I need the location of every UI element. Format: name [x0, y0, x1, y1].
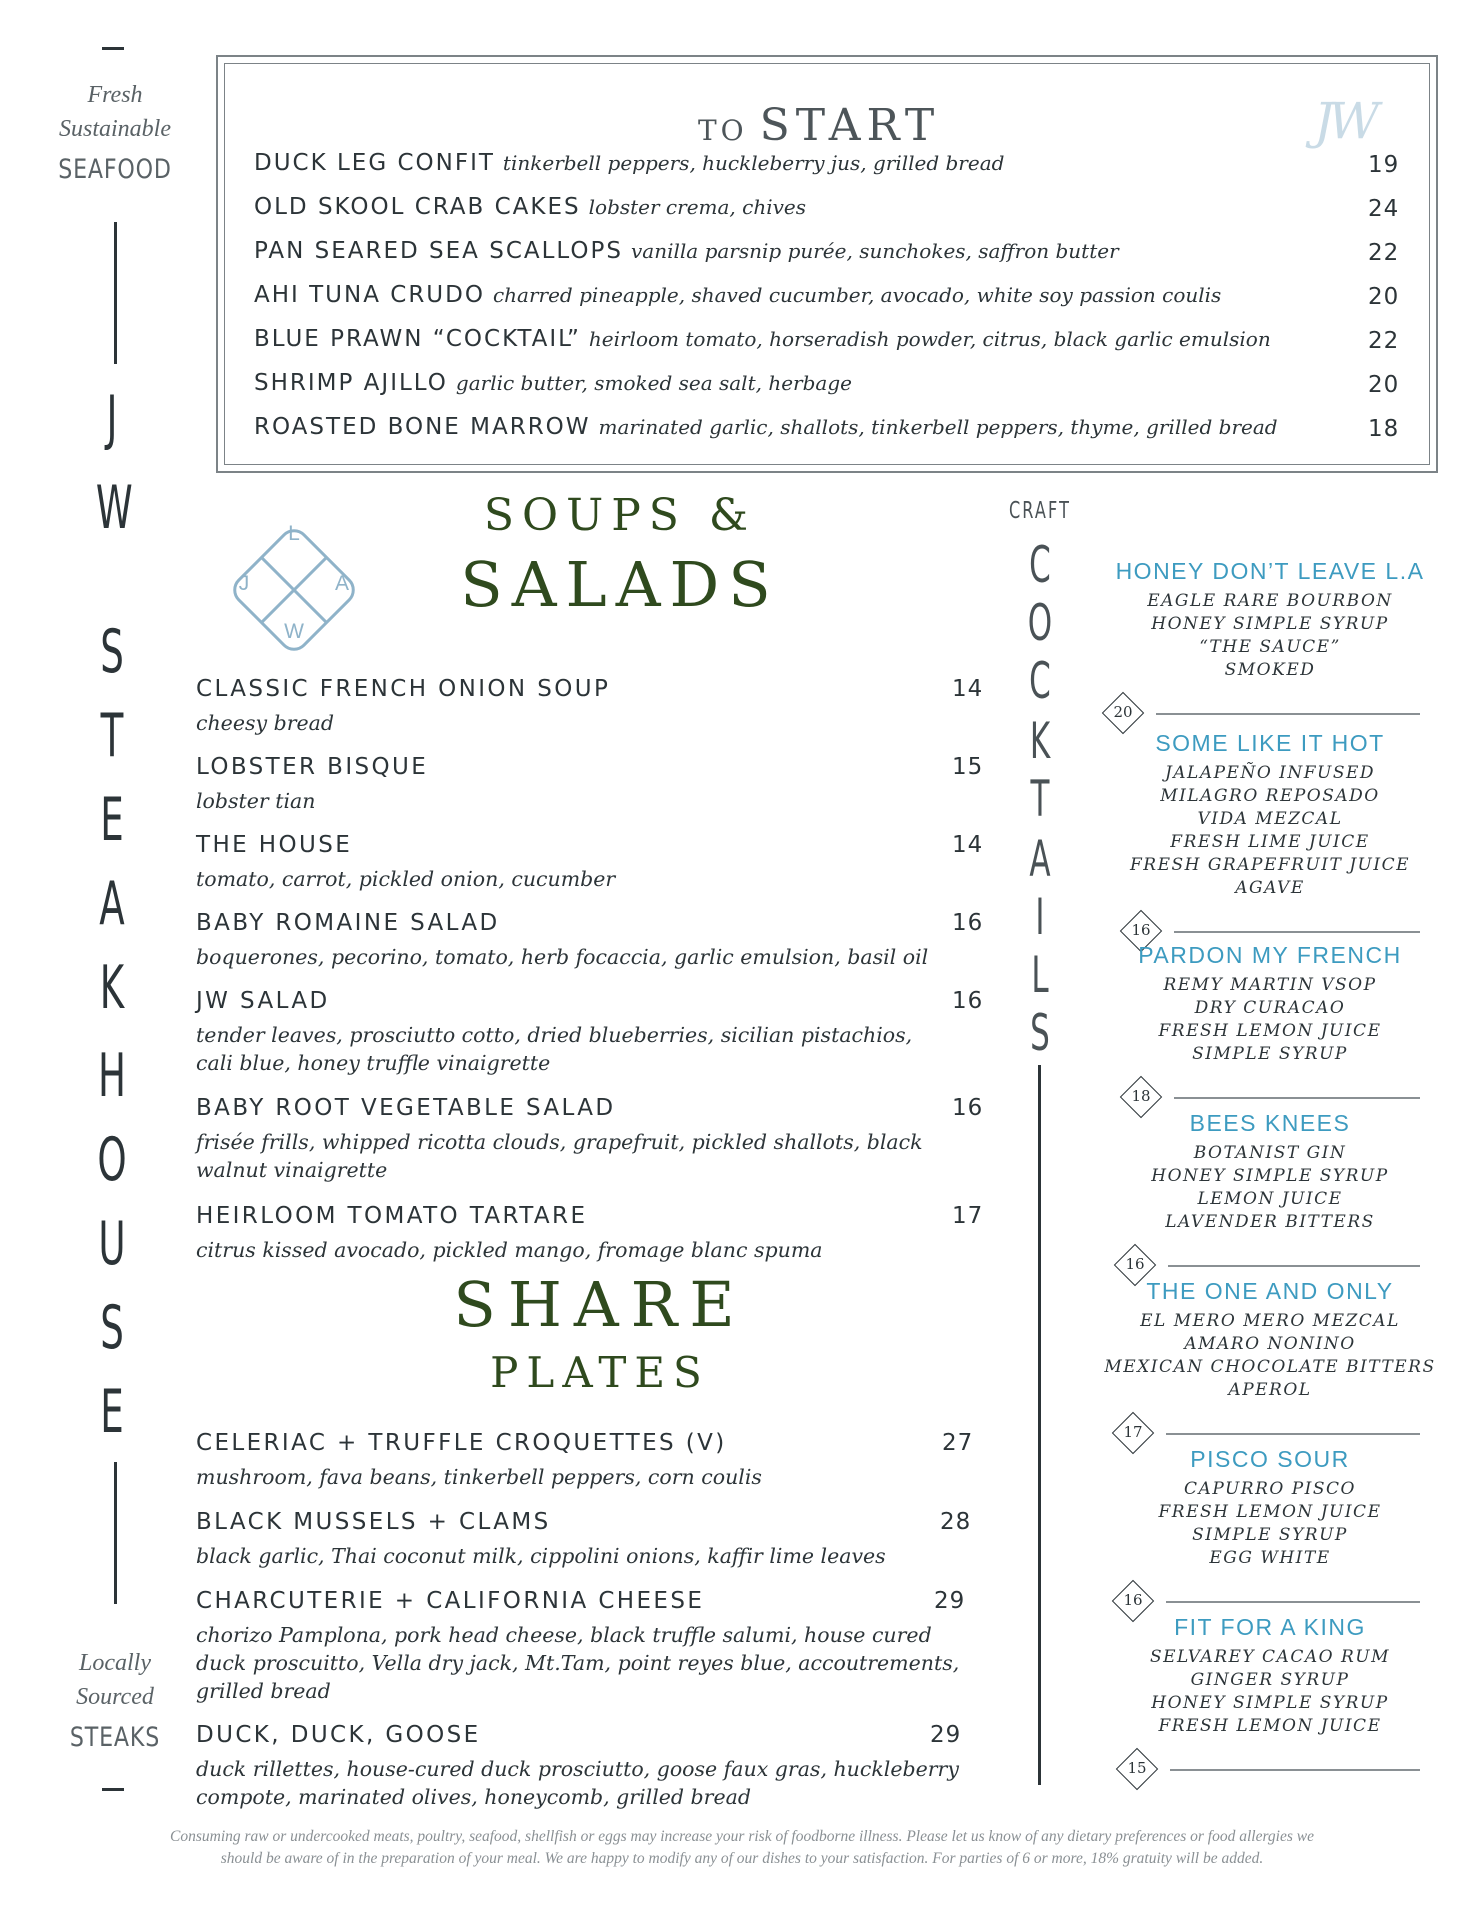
rail-letter: E — [100, 1377, 124, 1447]
rail-seafood-text: SEAFOOD — [58, 154, 172, 185]
cocktail-rule — [1174, 1097, 1420, 1099]
start-item-name: SHRIMP AJILLO — [254, 370, 448, 396]
jw-monogram-logo: JW — [1314, 92, 1374, 150]
start-item-desc: heirloom tomato, horseradish powder, citrus, black garlic emulsion — [588, 327, 1271, 351]
cocktail-ingredient: APEROL — [1228, 1380, 1312, 1400]
rail-letter: S — [100, 1293, 124, 1363]
cocktail-ingredient: DRY CURACAO — [1194, 998, 1346, 1018]
soup-item-desc: citrus kissed avocado, pickled mango, fromage blanc spuma — [196, 1238, 823, 1262]
start-item-price: 20 — [1368, 372, 1400, 398]
cocktail-price: 15 — [1127, 1759, 1147, 1777]
cocktails-letter: T — [1030, 770, 1050, 828]
cocktail-price: 16 — [1131, 921, 1151, 939]
start-item-row — [254, 150, 1404, 184]
rail-fresh-text: Fresh — [87, 82, 143, 108]
cocktail-ingredient: JALAPEÑO INFUSED — [1164, 763, 1376, 783]
craft-label: CRAFT — [1008, 498, 1072, 524]
soup-item-price: 17 — [952, 1203, 984, 1229]
cocktail-ingredient: HONEY SIMPLE SYRUP — [1151, 1693, 1389, 1713]
cocktail-ingredient: SIMPLE SYRUP — [1192, 1525, 1348, 1545]
share-item-desc: grilled bread — [196, 1679, 331, 1703]
cocktail-ingredient: SELVAREY CACAO RUM — [1149, 1647, 1390, 1667]
cocktail-ingredient: SMOKED — [1224, 660, 1316, 680]
share-item-desc: compote, marinated olives, honeycomb, grilled bread — [196, 1785, 751, 1809]
cocktail-ingredient: FRESH LEMON JUICE — [1158, 1021, 1382, 1041]
cocktail-name: THE ONE AND ONLY — [1146, 1278, 1394, 1304]
soup-item-desc: boquerones, pecorino, tomato, herb focaccia, garlic emulsion, basil oil — [196, 945, 929, 969]
start-item-row — [254, 370, 1404, 404]
rail-letter: W — [95, 473, 133, 543]
footer-disclaimer-line1: Consuming raw or undercooked meats, poultry, seafood, shellfish or eggs may increase your risk of foodborne illness. Please let us know of any dietary preferences or food allergies we — [170, 1828, 1314, 1845]
rail-line-top — [114, 222, 117, 364]
cocktails-letter: L — [1031, 946, 1049, 1004]
soup-item-price: 14 — [952, 832, 984, 858]
rail-letter: J — [106, 383, 118, 453]
rail-line-bottom — [114, 1462, 117, 1604]
cocktail-name: SOME LIKE IT HOT — [1155, 730, 1385, 756]
cocktail-name: HONEY DON’T LEAVE L.A — [1115, 558, 1425, 584]
cocktails-letter: C — [1029, 536, 1051, 594]
cocktails-letter: C — [1029, 652, 1051, 710]
share-item-desc: black garlic, Thai coconut milk, cippolini onions, kaffir lime leaves — [196, 1544, 886, 1568]
rail-letter: O — [97, 1125, 127, 1195]
cocktail-ingredient: AGAVE — [1235, 878, 1305, 898]
rail-letter: S — [100, 617, 124, 687]
soups-heading-line2: SALADS — [460, 548, 780, 621]
cocktail-rule — [1168, 1265, 1420, 1267]
start-item-name: AHI TUNA CRUDO — [254, 282, 485, 308]
cocktails-letter: K — [1029, 712, 1051, 770]
rail-dash-top — [102, 47, 124, 50]
start-item-name: PAN SEARED SEA SCALLOPS — [254, 238, 623, 264]
rail-dash-bottom — [102, 1788, 124, 1791]
rail-letter: E — [100, 785, 124, 855]
cocktail-name: BEES KNEES — [1189, 1110, 1351, 1136]
cocktail-ingredient: LEMON JUICE — [1197, 1189, 1343, 1209]
share-item-price: 28 — [940, 1509, 972, 1535]
soup-item-price: 16 — [952, 988, 984, 1014]
cocktail-price: 16 — [1123, 1591, 1143, 1609]
share-item-desc: chorizo Pamplona, pork head cheese, black truffle salumi, house cured — [196, 1623, 932, 1647]
cocktail-name: PARDON MY FRENCH — [1138, 942, 1402, 968]
footer-disclaimer-line2: should be aware of in the preparation of your meal. We are happy to modify any of our dishes to your satisfaction. For parties of 6 or more, 18% gratuity will be added. — [220, 1850, 1264, 1867]
rail-letter: U — [98, 1209, 126, 1279]
logo-letter-bottom: W — [284, 620, 304, 643]
cocktails-divider-line — [1038, 1065, 1041, 1785]
start-item-row — [254, 282, 1404, 316]
start-item-row — [254, 194, 1404, 228]
start-item-desc: marinated garlic, shallots, tinkerbell peppers, thyme, grilled bread — [598, 415, 1278, 439]
share-heading-line1: SHARE — [453, 1268, 747, 1341]
soup-item-name: CLASSIC FRENCH ONION SOUP — [196, 676, 611, 702]
start-item-row — [254, 238, 1404, 272]
cocktails-letter: S — [1030, 1004, 1050, 1062]
cocktail-ingredient: FRESH LEMON JUICE — [1158, 1502, 1382, 1522]
rail-letter: A — [99, 869, 125, 939]
start-item-row — [254, 414, 1404, 448]
share-item-name: BLACK MUSSELS + CLAMS — [196, 1509, 551, 1535]
cocktail-rule — [1156, 713, 1420, 715]
logo-letter-top: L — [288, 522, 300, 545]
cocktails-letter: I — [1035, 888, 1045, 946]
cocktail-rule — [1166, 1601, 1420, 1603]
cocktail-ingredient: FRESH GRAPEFRUIT JUICE — [1129, 855, 1411, 875]
cocktail-ingredient: SIMPLE SYRUP — [1192, 1044, 1348, 1064]
start-item-price: 24 — [1368, 196, 1400, 222]
soup-item-name: THE HOUSE — [196, 832, 353, 858]
start-item-price: 22 — [1368, 240, 1400, 266]
soup-item-name: LOBSTER BISQUE — [196, 754, 429, 780]
soup-item-name: BABY ROMAINE SALAD — [196, 910, 500, 936]
cocktail-ingredient: EGG WHITE — [1209, 1548, 1331, 1568]
start-item-desc: tinkerbell peppers, huckleberry jus, grilled bread — [502, 151, 1005, 175]
rail-locally-text: Locally — [79, 1650, 151, 1676]
rail-sourced-text: Sourced — [76, 1684, 154, 1710]
rail-letter: K — [99, 953, 125, 1023]
soup-item-name: JW SALAD — [196, 988, 330, 1014]
share-item-price: 29 — [934, 1588, 966, 1614]
share-item-desc: mushroom, fava beans, tinkerbell peppers, corn coulis — [196, 1465, 762, 1489]
cocktail-ingredient: MILAGRO REPOSADO — [1160, 786, 1380, 806]
cocktail-price: 16 — [1125, 1255, 1145, 1273]
soup-item-price: 16 — [952, 1095, 984, 1121]
soup-item-desc: tender leaves, prosciutto cotto, dried blueberries, sicilian pistachios, — [196, 1023, 913, 1047]
share-item-name: DUCK, DUCK, GOOSE — [196, 1722, 481, 1748]
cocktail-price: 17 — [1123, 1423, 1143, 1441]
cocktail-rule — [1174, 931, 1420, 933]
cocktail-ingredient: EL MERO MERO MEZCAL — [1140, 1311, 1400, 1331]
logo-letter-right: A — [334, 572, 349, 595]
share-item-name: CELERIAC + TRUFFLE CROQUETTES (V) — [196, 1430, 727, 1456]
rail-letter: T — [100, 701, 124, 771]
start-item-row — [254, 326, 1404, 360]
cocktail-ingredient: AMARO NONINO — [1184, 1334, 1356, 1354]
soup-item-price: 16 — [952, 910, 984, 936]
rail-letter: H — [98, 1041, 126, 1111]
start-item-desc: charred pineapple, shaved cucumber, avocado, white soy passion coulis — [492, 283, 1222, 307]
cocktail-name: FIT FOR A KING — [1174, 1614, 1366, 1640]
soups-heading-line1: SOUPS & — [483, 490, 757, 541]
cocktails-letter: A — [1029, 830, 1051, 888]
soup-item-desc: cali blue, honey truffle vinaigrette — [196, 1051, 551, 1075]
cocktail-ingredient: FRESH LEMON JUICE — [1158, 1716, 1382, 1736]
cocktail-name: PISCO SOUR — [1190, 1446, 1350, 1472]
share-item-price: 27 — [942, 1430, 974, 1456]
soup-item-price: 15 — [952, 754, 984, 780]
start-item-price: 22 — [1368, 328, 1400, 354]
logo-letter-left: J — [238, 572, 250, 595]
share-item-desc: duck proscuitto, Vella dry jack, Mt.Tam, point reyes blue, accoutrements, — [196, 1651, 960, 1675]
cocktail-ingredient: BOTANIST GIN — [1193, 1143, 1347, 1163]
start-item-name: ROASTED BONE MARROW — [254, 414, 591, 440]
cocktail-price: 18 — [1131, 1087, 1151, 1105]
cocktail-ingredient: LAVENDER BITTERS — [1165, 1212, 1375, 1232]
start-item-price: 19 — [1368, 152, 1400, 178]
start-item-name: BLUE PRAWN “COCKTAIL” — [254, 326, 581, 352]
soup-item-name: BABY ROOT VEGETABLE SALAD — [196, 1095, 616, 1121]
share-heading-line2: PLATES — [490, 1348, 710, 1397]
soup-item-desc: walnut vinaigrette — [196, 1158, 388, 1182]
cocktail-ingredient: EAGLE RARE BOURBON — [1147, 591, 1393, 611]
cocktail-rule — [1166, 1433, 1420, 1435]
cocktail-ingredient: GINGER SYRUP — [1190, 1670, 1350, 1690]
start-item-name: DUCK LEG CONFIT — [254, 150, 495, 176]
cocktail-ingredient: FRESH LIME JUICE — [1170, 832, 1370, 852]
start-item-price: 20 — [1368, 284, 1400, 310]
share-item-name: CHARCUTERIE + CALIFORNIA CHEESE — [196, 1588, 705, 1614]
rail-sustainable-text: Sustainable — [59, 116, 171, 142]
soup-item-price: 14 — [952, 676, 984, 702]
soup-item-desc: tomato, carrot, pickled onion, cucumber — [196, 867, 616, 891]
to-start-heading — [698, 100, 940, 151]
start-item-desc: lobster crema, chives — [588, 195, 807, 219]
cocktail-ingredient: MEXICAN CHOCOLATE BITTERS — [1104, 1357, 1436, 1377]
rail-steaks-text: STEAKS — [69, 1722, 161, 1753]
share-item-desc: duck rillettes, house-cured duck prosciutto, goose faux gras, huckleberry — [196, 1757, 959, 1781]
cocktail-ingredient: REMY MARTIN VSOP — [1163, 975, 1377, 995]
to-start-heading-small: TO — [698, 114, 748, 147]
cocktail-ingredient: HONEY SIMPLE SYRUP — [1151, 614, 1389, 634]
soup-item-name: HEIRLOOM TOMATO TARTARE — [196, 1203, 588, 1229]
cocktail-rule — [1170, 1769, 1420, 1771]
soup-item-desc: frisée frills, whipped ricotta clouds, grapefruit, pickled shallots, black — [196, 1130, 923, 1154]
start-item-desc: garlic butter, smoked sea salt, herbage — [455, 371, 852, 395]
cocktails-letter: O — [1027, 594, 1053, 652]
start-item-name: OLD SKOOL CRAB CAKES — [254, 194, 581, 220]
soup-item-desc: cheesy bread — [196, 711, 334, 735]
to-start-heading-big: START — [759, 100, 941, 151]
start-item-price: 18 — [1368, 416, 1400, 442]
share-item-price: 29 — [930, 1722, 962, 1748]
start-item-desc: vanilla parsnip purée, sunchokes, saffron butter — [631, 239, 1119, 263]
soup-item-desc: lobster tian — [196, 789, 316, 813]
cocktail-ingredient: VIDA MEZCAL — [1197, 809, 1343, 829]
cocktail-ingredient: “THE SAUCE” — [1199, 637, 1341, 657]
cocktail-ingredient: CAPURRO PISCO — [1184, 1479, 1356, 1499]
cocktail-ingredient: HONEY SIMPLE SYRUP — [1151, 1166, 1389, 1186]
cocktail-price: 20 — [1113, 703, 1133, 721]
